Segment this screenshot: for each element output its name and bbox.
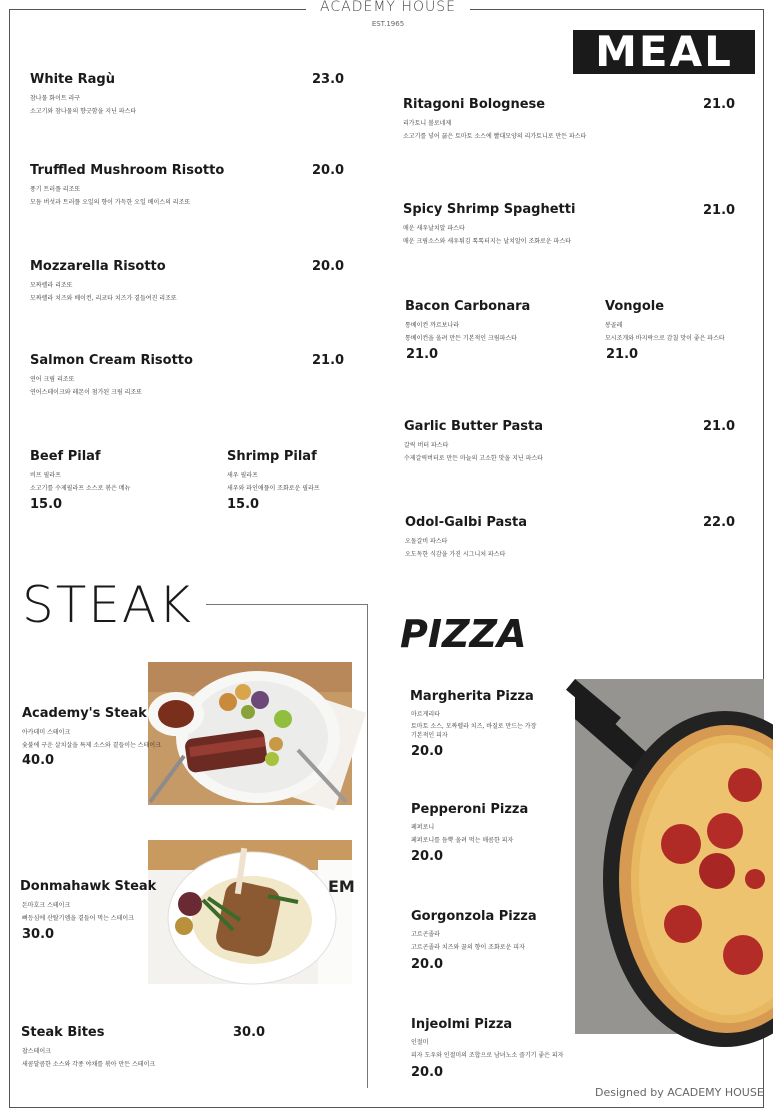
- menu-item-price: 30.0: [233, 1025, 266, 1040]
- menu-item-korean: 매운 새우날치알 파스타: [403, 225, 465, 232]
- menu-item-desc: 통베이컨을 올려 만든 기본적인 크림파스타: [405, 335, 517, 342]
- menu-item-desc: 뼈등심에 산탈기엠을 곁들어 먹는 스테이크: [22, 915, 134, 922]
- menu-item-price: 30.0: [22, 927, 55, 942]
- menu-item-desc: 모듬 버섯과 트러플 오일의 향이 가득한 오일 베이스의 리조또: [30, 199, 191, 206]
- menu-item-desc: 새콤달콤한 소스와 각종 야채를 볶아 만든 스테이크: [22, 1061, 156, 1068]
- menu-item-desc: 오도독한 식감을 가진 시그니처 파스타: [405, 551, 506, 558]
- menu-item-price: 21.0: [606, 347, 639, 362]
- menu-item-desc: 피자 도우와 인절미의 조합으로 남녀노소 즐기기 좋은 피자: [411, 1052, 564, 1059]
- menu-item-korean: 통베이컨 까르보나라: [405, 322, 460, 329]
- menu-item-name: Truffled Mushroom Risotto: [30, 163, 225, 178]
- menu-item-name: Injeolmi Pizza: [411, 1017, 513, 1032]
- brand-name: ACADEMY HOUSE: [320, 0, 456, 15]
- menu-item-price: 21.0: [703, 97, 736, 112]
- menu-item-price: 21.0: [703, 419, 736, 434]
- steak-vertical-divider: [367, 604, 368, 1088]
- menu-item-korean: 고르곤졸라: [411, 931, 440, 938]
- donmahawk-steak-photo: [148, 840, 355, 984]
- menu-item-desc: 숯불에 구운 살치살을 특제 소스와 곁들이는 스테이크: [22, 742, 161, 749]
- menu-item-name: Ritagoni Bolognese: [403, 97, 546, 112]
- menu-item-name: Pepperoni Pizza: [411, 802, 529, 817]
- menu-item-name: Odol-Galbi Pasta: [405, 515, 528, 530]
- menu-item-korean: 풍기 트러플 리조또: [30, 186, 81, 193]
- menu-item-name: Beef Pilaf: [30, 449, 101, 464]
- menu-item-korean: 리가토니 볼로네제: [403, 120, 452, 127]
- menu-item-price: 21.0: [312, 353, 345, 368]
- menu-item-korean: 참나물 화이트 라구: [30, 95, 81, 102]
- menu-item-korean: 오돌갈비 파스타: [405, 538, 448, 545]
- academy-steak-photo: [148, 662, 352, 805]
- footer-credit: Designed by ACADEMY HOUSE: [595, 1086, 764, 1099]
- menu-item-name: White Ragù: [30, 72, 115, 87]
- menu-item-desc: 소고기를 수제필라프 소스로 볶은 메뉴: [30, 485, 131, 492]
- menu-item-price: 20.0: [411, 849, 444, 864]
- menu-item-korean: 모짜렐라 리조또: [30, 282, 73, 289]
- menu-item-korean: 찹스테이크: [22, 1048, 51, 1055]
- steak-divider: [206, 604, 368, 605]
- menu-item-name: Donmahawk Steak: [20, 879, 157, 894]
- menu-item-korean: 인절미: [411, 1039, 429, 1046]
- pizza-section-title: PIZZA: [400, 612, 527, 656]
- svg-text:EM: EM: [328, 877, 355, 896]
- menu-item-desc: 고르곤졸라 치즈와 꿀의 향이 조화로운 피자: [411, 944, 525, 951]
- menu-item-price: 22.0: [703, 515, 736, 530]
- steak-section-title: STEAK: [22, 576, 193, 634]
- menu-item-name: Salmon Cream Risotto: [30, 353, 193, 368]
- menu-item-korean: 마르게리타: [411, 711, 440, 718]
- menu-item-price: 40.0: [22, 753, 55, 768]
- established-text: EST.1965: [371, 20, 405, 28]
- menu-item-price: 23.0: [312, 72, 345, 87]
- menu-item-price: 15.0: [30, 497, 63, 512]
- menu-item-name: Margherita Pizza: [410, 689, 534, 704]
- menu-item-price: 21.0: [406, 347, 439, 362]
- menu-item-name: Bacon Carbonara: [405, 299, 531, 314]
- meal-section-title: MEAL: [573, 30, 755, 74]
- menu-item-desc: 소고기와 참나물의 향긋함을 지닌 파스타: [30, 108, 137, 115]
- menu-item-name: Spicy Shrimp Spaghetti: [403, 202, 576, 217]
- menu-item-name: Shrimp Pilaf: [227, 449, 317, 464]
- menu-item-price: 20.0: [312, 163, 345, 178]
- menu-item-korean: 페퍼로니: [411, 824, 435, 831]
- menu-item-korean: 연어 크림 리조또: [30, 376, 75, 383]
- menu-item-price: 15.0: [227, 497, 260, 512]
- menu-item-desc: 소고기를 넣어 끓은 토마토 소스에 빨대모양의 리가토니로 만든 파스타: [403, 133, 587, 140]
- menu-item-desc: 새우와 파인애플이 조화로운 필라프: [227, 485, 320, 492]
- pizza-photo: [575, 679, 764, 1034]
- menu-item-price: 20.0: [411, 1065, 444, 1080]
- menu-item-price: 20.0: [312, 259, 345, 274]
- menu-item-desc: 토마토 소스, 모짜렐라 치즈, 바질로 만드는 가장 기본적인 피자: [411, 723, 537, 739]
- menu-item-korean: 돈마호크 스테이크: [22, 902, 71, 909]
- menu-item-name: Gorgonzola Pizza: [411, 909, 537, 924]
- menu-item-price: 20.0: [411, 957, 444, 972]
- menu-item-desc: 페퍼로니를 듬뿍 올려 먹는 매콤한 피자: [411, 837, 514, 844]
- menu-item-korean: 새우 필라프: [227, 472, 258, 479]
- menu-item-desc: 연어스테이크와 레몬이 첨가된 크림 리조또: [30, 389, 142, 396]
- menu-item-name: Mozzarella Risotto: [30, 259, 166, 274]
- menu-item-desc: 매운 크림소스와 새우튀김 톡톡터지는 날치알이 조화로운 파스타: [403, 238, 571, 245]
- menu-item-desc: 수제갈릭버터로 만든 마늘의 고소한 맛을 지닌 파스타: [404, 455, 543, 462]
- menu-item-name: Vongole: [605, 299, 665, 314]
- menu-item-korean: 갈릭 버터 파스타: [404, 442, 449, 449]
- menu-item-desc: 모짜렐라 치즈와 베이컨, 리코타 치즈가 곁들여진 리조또: [30, 295, 177, 302]
- menu-item-price: 21.0: [703, 203, 736, 218]
- menu-item-name: Academy's Steak: [22, 706, 147, 721]
- menu-item-name: Steak Bites: [21, 1025, 105, 1040]
- menu-item-korean: 아카데미 스테이크: [22, 729, 71, 736]
- menu-item-korean: 비프 필라프: [30, 472, 61, 479]
- menu-item-name: Garlic Butter Pasta: [404, 419, 544, 434]
- menu-item-korean: 봉골레: [605, 322, 623, 329]
- menu-item-price: 20.0: [411, 744, 444, 759]
- menu-item-desc: 모시조개와 바지락으로 감칠 맛이 좋은 파스타: [605, 335, 725, 342]
